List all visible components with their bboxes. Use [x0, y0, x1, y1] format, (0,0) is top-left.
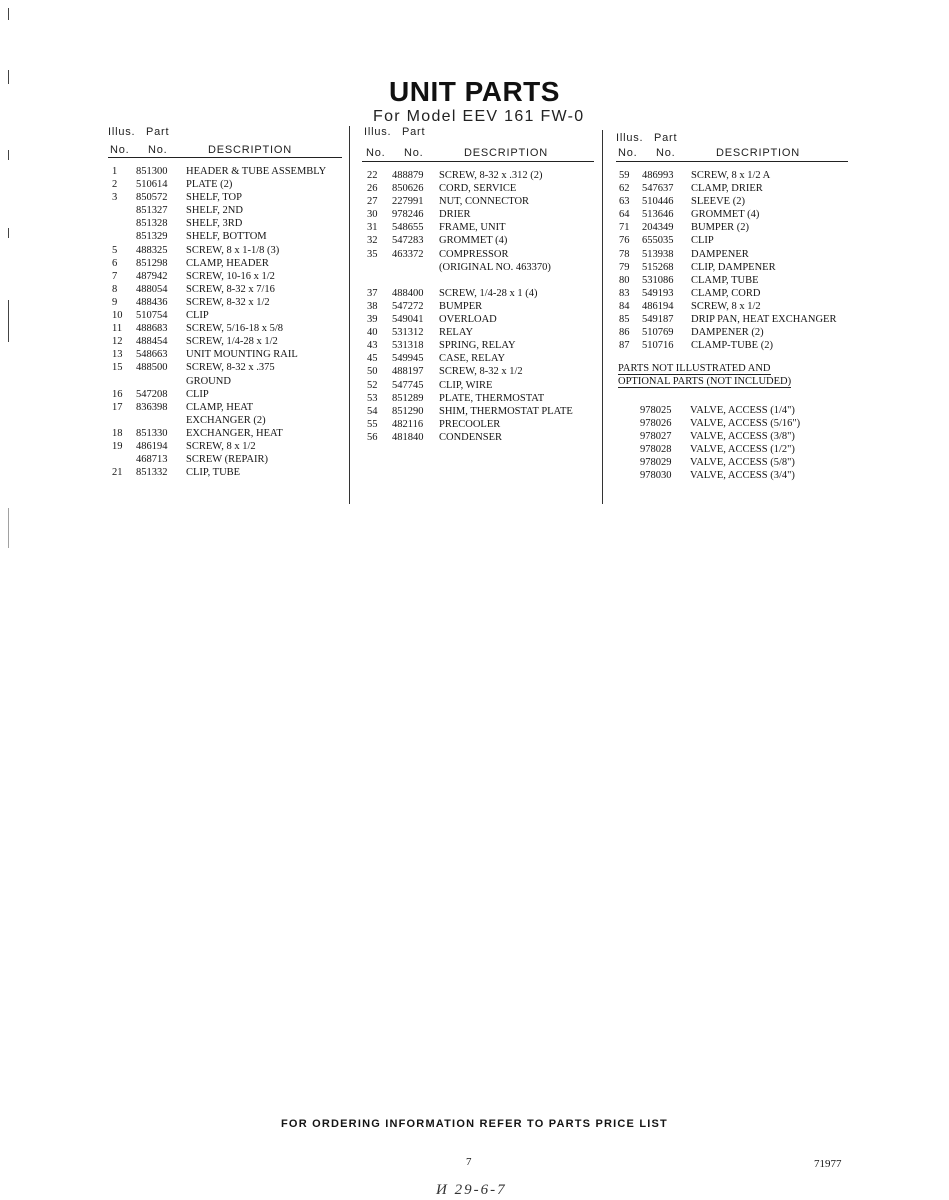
illus-no: 27 [367, 196, 378, 208]
part-no: 481840 [392, 431, 424, 443]
part-description: CLIP, DAMPENER [691, 261, 776, 273]
table-row [362, 208, 594, 221]
part-description: COMPRESSOR [439, 248, 509, 260]
scan-mark [8, 508, 9, 548]
header-part: Part [146, 126, 170, 138]
part-no: 488454 [136, 336, 168, 348]
part-no: 850626 [392, 183, 424, 195]
part-description: GROUND [186, 375, 231, 387]
illus-no: 35 [367, 248, 378, 260]
part-description: CLIP [186, 310, 209, 322]
illus-no: 1 [112, 166, 118, 177]
scan-mark [8, 300, 9, 342]
header-no: No. [656, 147, 676, 159]
header-part: Part [654, 132, 678, 144]
table-row [616, 182, 856, 195]
list-item [640, 456, 840, 469]
part-description: CASE, RELAY [439, 353, 506, 365]
part-no: 488879 [392, 170, 424, 181]
part-description: SHELF, TOP [186, 192, 242, 204]
table-row [108, 414, 342, 427]
part-description: (ORIGINAL NO. 463370) [439, 261, 551, 273]
row-spacer [362, 274, 594, 287]
table-row [362, 392, 594, 405]
part-description: CLIP [186, 388, 209, 400]
part-description: VALVE, ACCESS (3/4") [690, 470, 795, 482]
part-description: VALVE, ACCESS (1/2") [690, 444, 795, 456]
part-no: 486194 [642, 300, 674, 312]
part-no: 978246 [392, 209, 424, 221]
illus-no: 87 [619, 340, 630, 352]
illus-no: 8 [112, 283, 118, 295]
page-number: 7 [466, 1156, 472, 1168]
part-no: 655035 [642, 235, 674, 247]
part-description: VALVE, ACCESS (1/4") [690, 405, 795, 416]
illus-no: 76 [619, 235, 630, 247]
part-no: 851298 [136, 257, 168, 269]
illus-no: 15 [112, 362, 123, 374]
part-no: 547745 [392, 379, 424, 391]
list-item [640, 404, 840, 417]
illus-no: 63 [619, 196, 630, 208]
part-no: 488683 [136, 323, 168, 335]
header-no: No. [404, 147, 424, 159]
part-description: OVERLOAD [439, 314, 497, 326]
table-row [616, 234, 856, 247]
table-row [616, 287, 856, 300]
part-no: 204349 [642, 222, 674, 234]
column-divider [602, 130, 603, 504]
table-row [108, 178, 342, 191]
table-row [362, 261, 594, 274]
part-no: 836398 [136, 401, 168, 413]
part-description: SHELF, 3RD [186, 218, 243, 230]
part-no: 488325 [136, 244, 168, 256]
illus-no: 62 [619, 183, 630, 195]
table-row [362, 313, 594, 326]
illus-no: 53 [367, 392, 378, 404]
table-row [108, 388, 342, 401]
part-description: SCREW, 8-32 x .312 (2) [439, 170, 543, 181]
illus-no: 18 [112, 427, 123, 439]
table-row [108, 375, 342, 388]
document-code: 71977 [814, 1158, 842, 1170]
part-description: DRIER [439, 209, 471, 221]
table-row [362, 234, 594, 247]
header-no: No. [110, 144, 130, 156]
illus-no: 38 [367, 300, 378, 312]
part-no: 531318 [392, 340, 424, 352]
list-item [640, 443, 840, 456]
part-no: 978026 [640, 418, 672, 430]
illus-no: 55 [367, 418, 378, 430]
table-row [108, 257, 342, 270]
part-description: SCREW, 10-16 x 1/2 [186, 270, 275, 282]
part-description: PLATE (2) [186, 179, 233, 191]
table-row [362, 221, 594, 234]
part-description: GROMMET (4) [691, 209, 760, 221]
illus-no: 17 [112, 401, 123, 413]
part-no: 463372 [392, 248, 424, 260]
header-description: DESCRIPTION [716, 147, 800, 159]
part-description: VALVE, ACCESS (5/8") [690, 457, 795, 469]
part-no: 547283 [392, 235, 424, 247]
part-description: SCREW, 1/4-28 x 1 (4) [439, 287, 538, 299]
part-description: SLEEVE (2) [691, 196, 745, 208]
table-row [108, 204, 342, 217]
parts-list [108, 165, 342, 479]
illus-no: 16 [112, 388, 123, 400]
list-item [640, 417, 840, 430]
table-row [108, 244, 342, 257]
table-row [108, 348, 342, 361]
part-description: VALVE, ACCESS (5/16") [690, 418, 801, 430]
parts-column-3 [616, 132, 856, 352]
table-row [616, 300, 856, 313]
part-no: 547637 [642, 183, 674, 195]
table-row [616, 326, 856, 339]
part-description: CLAMP, TUBE [691, 274, 759, 286]
part-no: 851300 [136, 166, 168, 177]
illus-no: 32 [367, 235, 378, 247]
table-row [108, 296, 342, 309]
illus-no: 37 [367, 287, 378, 299]
part-description: SCREW, 8-32 x .375 [186, 362, 275, 374]
illus-no: 79 [619, 261, 630, 273]
part-description: FRAME, UNIT [439, 222, 506, 234]
part-description: BUMPER [439, 300, 483, 312]
table-row [362, 326, 594, 339]
header-no: No. [618, 147, 638, 159]
part-no: 510716 [642, 340, 674, 352]
part-no: 851290 [392, 405, 424, 417]
illus-no: 71 [619, 222, 630, 234]
table-row [108, 230, 342, 243]
table-row [362, 287, 594, 300]
part-no: 513938 [642, 248, 674, 260]
part-description: SCREW, 8-32 x 7/16 [186, 283, 275, 295]
part-no: 487942 [136, 270, 168, 282]
table-row [108, 361, 342, 374]
part-description: CLAMP, HEAT [186, 401, 254, 413]
handwritten-note: И 29-6-7 [436, 1182, 507, 1198]
column-divider [349, 126, 350, 504]
part-description: DRIP PAN, HEAT EXCHANGER [691, 314, 837, 326]
part-no: 513646 [642, 209, 674, 221]
part-no: 978029 [640, 457, 672, 469]
part-no: 531312 [392, 327, 424, 339]
optional-parts-notice [618, 362, 818, 388]
part-description: DAMPENER (2) [691, 327, 764, 339]
part-no: 510769 [642, 327, 674, 339]
part-no: 488054 [136, 283, 168, 295]
parts-column-2 [362, 126, 594, 443]
header-no: No. [366, 147, 386, 159]
part-description: VALVE, ACCESS (3/8") [690, 431, 795, 443]
illus-no: 6 [112, 257, 118, 269]
table-row [108, 453, 342, 466]
part-description: CLAMP, HEADER [186, 257, 269, 269]
part-no: 547208 [136, 388, 168, 400]
illus-no: 11 [112, 323, 123, 335]
part-description: CLIP, TUBE [186, 467, 241, 479]
part-no: 488436 [136, 296, 168, 308]
part-description: CLIP [691, 235, 714, 247]
illus-no: 40 [367, 327, 378, 339]
illus-no: 13 [112, 349, 123, 361]
part-no: 549041 [392, 314, 424, 326]
illus-no: 52 [367, 379, 378, 391]
table-row [362, 365, 594, 378]
part-no: 549193 [642, 287, 674, 299]
table-row [362, 379, 594, 392]
part-description: SCREW, 8 x 1/2 A [691, 170, 771, 181]
table-row [108, 440, 342, 453]
part-description: CORD, SERVICE [439, 183, 517, 195]
part-description: SCREW, 8 x 1/2 [186, 440, 256, 452]
table-row [108, 165, 342, 178]
part-no: 547272 [392, 300, 424, 312]
illus-no: 39 [367, 314, 378, 326]
page-subtitle: For Model EEV 161 FW-0 [373, 108, 585, 125]
column-header [108, 126, 342, 160]
part-no: 978025 [640, 405, 672, 416]
header-illus: Illus. [616, 132, 644, 144]
illus-no: 83 [619, 287, 630, 299]
header-part: Part [402, 126, 426, 138]
table-row [362, 352, 594, 365]
page-title: UNIT PARTS [389, 76, 560, 107]
table-row [108, 427, 342, 440]
part-description: SHIM, THERMOSTAT PLATE [439, 405, 573, 417]
part-no: 510446 [642, 196, 674, 208]
table-row [616, 221, 856, 234]
table-row [362, 300, 594, 313]
parts-list [616, 169, 856, 352]
part-description: CLIP, WIRE [439, 379, 493, 391]
part-description: SCREW (REPAIR) [186, 454, 268, 466]
table-row [616, 261, 856, 274]
table-row [362, 405, 594, 418]
part-description: SCREW, 8-32 x 1/2 [439, 366, 523, 378]
table-row [616, 248, 856, 261]
part-description: EXCHANGER (2) [186, 414, 266, 426]
illus-no: 12 [112, 336, 123, 348]
column-header [616, 132, 856, 166]
part-no: 851327 [136, 205, 168, 217]
part-no: 851330 [136, 427, 168, 439]
illus-no: 78 [619, 248, 630, 260]
part-no: 851289 [392, 392, 424, 404]
illus-no: 86 [619, 327, 630, 339]
part-description: CLAMP, DRIER [691, 183, 763, 195]
part-no: 548655 [392, 222, 424, 234]
table-row [108, 335, 342, 348]
table-row [362, 248, 594, 261]
illus-no: 22 [367, 170, 378, 181]
column-header [362, 126, 594, 160]
illus-no: 59 [619, 170, 630, 181]
illus-no: 10 [112, 310, 123, 322]
part-no: 486993 [642, 170, 674, 181]
illus-no: 21 [112, 467, 123, 479]
table-row [616, 313, 856, 326]
illus-no: 64 [619, 209, 630, 221]
part-description: SCREW, 8 x 1/2 [691, 300, 761, 312]
part-description: CONDENSER [439, 431, 503, 443]
part-no: 978027 [640, 431, 672, 443]
header-no: No. [148, 144, 168, 156]
list-item [640, 469, 840, 482]
table-row [108, 466, 342, 479]
part-no: 227991 [392, 196, 424, 208]
part-no: 510614 [136, 179, 168, 191]
part-description: RELAY [439, 327, 474, 339]
part-no: 548663 [136, 349, 168, 361]
table-row [362, 169, 594, 182]
scan-mark [8, 150, 9, 160]
part-no: 482116 [392, 418, 424, 430]
table-row [108, 270, 342, 283]
part-description: PLATE, THERMOSTAT [439, 392, 545, 404]
illus-no: 85 [619, 314, 630, 326]
part-description: EXCHANGER, HEAT [186, 427, 283, 439]
part-no: 851328 [136, 218, 168, 230]
part-no: 468713 [136, 454, 168, 466]
part-description: DAMPENER [691, 248, 749, 260]
table-row [108, 322, 342, 335]
part-no: 488400 [392, 287, 424, 299]
table-row [362, 418, 594, 431]
part-description: CLAMP-TUBE (2) [691, 340, 773, 352]
part-no: 850572 [136, 192, 168, 204]
table-row [108, 283, 342, 296]
header-rule [616, 161, 848, 162]
illus-no: 9 [112, 296, 118, 308]
illus-no: 26 [367, 183, 378, 195]
part-no: 510754 [136, 310, 168, 322]
parts-column-1 [108, 126, 342, 479]
part-no: 851332 [136, 467, 168, 479]
part-description: SCREW, 1/4-28 x 1/2 [186, 336, 278, 348]
part-description: SCREW, 5/16-18 x 5/8 [186, 323, 284, 335]
table-row [362, 431, 594, 444]
header-description: DESCRIPTION [208, 144, 292, 156]
illus-no: 19 [112, 440, 123, 452]
optional-parts-list [640, 404, 840, 483]
part-no: 488500 [136, 362, 168, 374]
part-description: BUMPER (2) [691, 222, 750, 234]
part-no: 531086 [642, 274, 674, 286]
illus-no: 80 [619, 274, 630, 286]
part-description: UNIT MOUNTING RAIL [186, 349, 298, 361]
illus-no: 84 [619, 300, 630, 312]
illus-no: 45 [367, 353, 378, 365]
scan-mark [8, 228, 9, 238]
part-no: 515268 [642, 261, 674, 273]
table-row [616, 339, 856, 352]
part-no: 549945 [392, 353, 424, 365]
table-row [616, 169, 856, 182]
header-illus: Illus. [108, 126, 136, 138]
header-illus: Illus. [364, 126, 392, 138]
part-description: GROMMET (4) [439, 235, 508, 247]
illus-no: 3 [112, 192, 118, 204]
part-description: SPRING, RELAY [439, 340, 516, 352]
table-row [616, 274, 856, 287]
part-no: 978030 [640, 470, 672, 482]
optional-parts-heading: PARTS NOT ILLUSTRATED AND OPTIONAL PARTS (NOT INCLUDED) [618, 363, 792, 387]
illus-no: 56 [367, 431, 378, 443]
header-description: DESCRIPTION [464, 147, 548, 159]
header-rule [362, 161, 594, 162]
illus-no: 43 [367, 340, 378, 352]
part-no: 549187 [642, 314, 674, 326]
illus-no: 7 [112, 270, 118, 282]
table-row [108, 401, 342, 414]
table-row [108, 191, 342, 204]
parts-list [362, 169, 594, 444]
part-no: 851329 [136, 231, 168, 243]
table-row [362, 195, 594, 208]
illus-no: 30 [367, 209, 378, 221]
table-row [616, 195, 856, 208]
part-description: NUT, CONNECTOR [439, 196, 530, 208]
part-description: CLAMP, CORD [691, 287, 761, 299]
table-row [362, 182, 594, 195]
table-row [108, 217, 342, 230]
illus-no: 5 [112, 244, 118, 256]
list-item [640, 430, 840, 443]
part-no: 486194 [136, 440, 168, 452]
illus-no: 2 [112, 179, 118, 191]
part-description: SCREW, 8 x 1-1/8 (3) [186, 244, 280, 256]
header-rule [108, 157, 342, 158]
table-row [362, 339, 594, 352]
illus-no: 31 [367, 222, 378, 234]
part-description: PRECOOLER [439, 418, 501, 430]
ordering-info-footer: FOR ORDERING INFORMATION REFER TO PARTS PRICE LIST [281, 1118, 668, 1130]
scan-mark [8, 8, 9, 20]
part-description: HEADER & TUBE ASSEMBLY [186, 166, 327, 177]
part-no: 488197 [392, 366, 424, 378]
part-description: SHELF, 2ND [186, 205, 243, 217]
part-no: 978028 [640, 444, 672, 456]
illus-no: 54 [367, 405, 378, 417]
illus-no: 50 [367, 366, 378, 378]
part-description: SHELF, BOTTOM [186, 231, 267, 243]
part-description: SCREW, 8-32 x 1/2 [186, 296, 270, 308]
table-row [108, 309, 342, 322]
table-row [616, 208, 856, 221]
